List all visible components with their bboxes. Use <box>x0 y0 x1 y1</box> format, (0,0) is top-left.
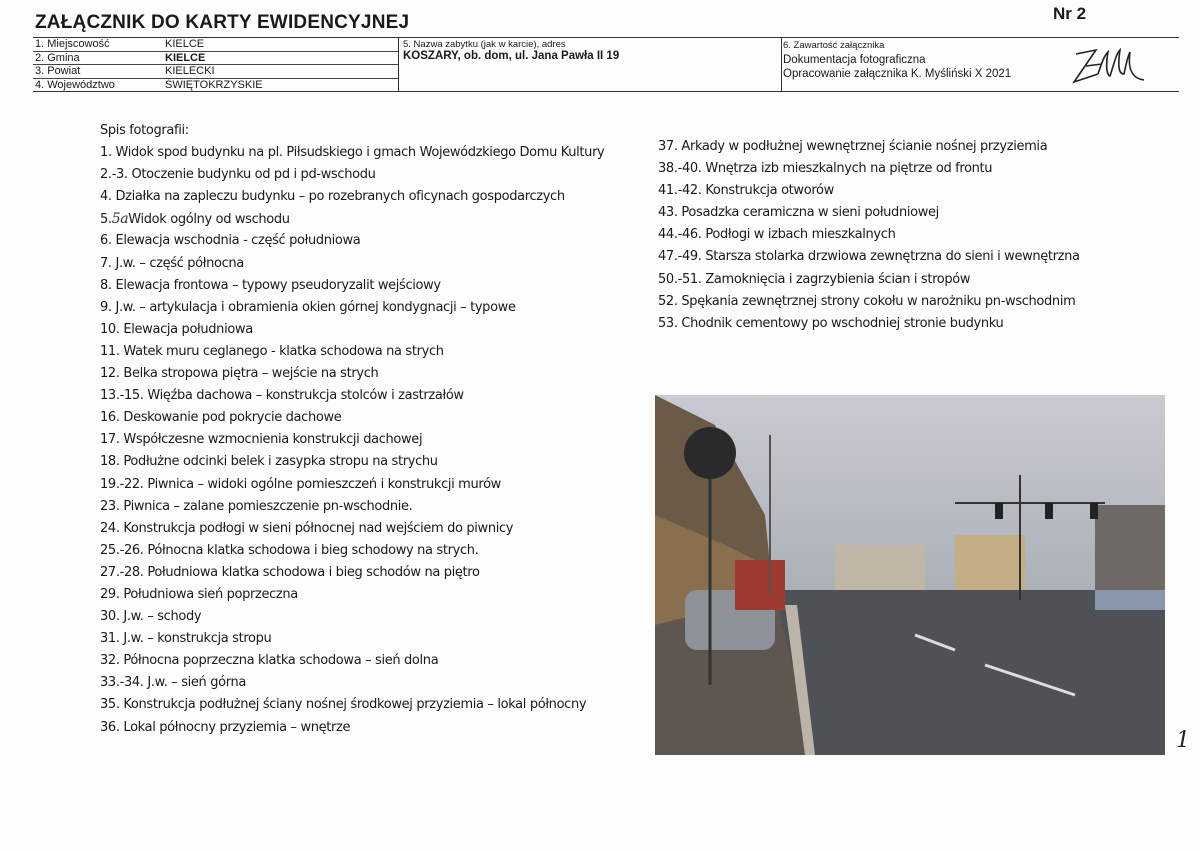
list-item: 7. J.w. – część północna <box>100 255 244 271</box>
monument-label: 5. Nazwa zabytku (jak w karcie), adres <box>403 39 566 50</box>
header-table <box>33 37 1179 92</box>
contents-line: Opracowanie załącznika K. Myśliński X 2021 <box>783 68 1012 80</box>
street-scene-image <box>655 395 1165 755</box>
list-item: 53. Chodnik cementowy po wschodniej stronie budynku <box>658 315 1004 331</box>
contents-label: 6. Zawartość załącznika <box>783 40 885 51</box>
location-label: 1. Miejscowość <box>35 38 110 50</box>
list-item: 18. Podłużne odcinki belek i zasypka stropu na strychu <box>100 454 438 470</box>
handwritten-annotation: 5a <box>111 211 129 228</box>
item-text: Widok ogólny od wschodu <box>128 212 290 228</box>
document-title: ZAŁĄCZNIK DO KARTY EWIDENCYJNEJ <box>35 12 410 33</box>
list-item: 2.-3. Otoczenie budynku od pd i pd-wschodu <box>100 167 376 183</box>
list-item: 32. Północna poprzeczna klatka schodowa – sień dolna <box>100 653 439 669</box>
list-item: 19.-22. Piwnica – widoki ogólne pomieszczeń i konstrukcji murów <box>100 476 501 492</box>
list-item: 13.-15. Więźba dachowa – konstrukcja stolców i zastrzałów <box>100 388 464 404</box>
list-item: 36. Lokal północny przyziemia – wnętrze <box>100 719 351 735</box>
list-item: 16. Deskowanie pod pokrycie dachowe <box>100 410 342 426</box>
list-item: 12. Belka stropowa piętra – wejście na strych <box>100 366 379 382</box>
signature <box>1068 44 1148 89</box>
list-item: 8. Elewacja frontowa – typowy pseudoryzalit wejściowy <box>100 277 441 293</box>
list-item: 9. J.w. – artykulacja i obramienia okien górnej kondygnacji – typowe <box>100 299 516 315</box>
list-item: 11. Watek muru ceglanego - klatka schodowa na strych <box>100 343 444 359</box>
list-item: 38.-40. Wnętrza izb mieszkalnych na piętrze od frontu <box>658 161 993 177</box>
list-item: 30. J.w. – schody <box>100 609 202 625</box>
location-label: 4. Województwo <box>35 78 115 91</box>
location-value: KIELCE <box>165 51 206 64</box>
contents-line: Dokumentacja fotograficzna <box>783 54 926 66</box>
photo-list-right <box>658 136 1080 335</box>
list-item: 1. Widok spod budynku na pl. Piłsudskiego i gmach Wojewódzkiego Domu Kultury <box>100 145 605 161</box>
list-item: 24. Konstrukcja podłogi w sieni północnej nad wejściem do piwnicy <box>100 520 514 536</box>
list-item: 35. Konstrukcja podłużnej ściany nośnej środkowej przyziemia – lokal północny <box>100 697 587 713</box>
list-item: 33.-34. J.w. – sień górna <box>100 675 247 691</box>
street-photo <box>655 395 1165 755</box>
location-row <box>33 65 398 79</box>
list-item: 25.-26. Północna klatka schodowa i bieg schodowy na strych. <box>100 542 479 558</box>
list-item: 43. Posadzka ceramiczna w sieni południowej <box>658 205 939 221</box>
list-item: 41.-42. Konstrukcja otworów <box>658 183 834 199</box>
list-item: 37. Arkady w podłużnej wewnętrznej ścianie nośnej przyziemia <box>658 139 1048 154</box>
location-table <box>33 38 399 91</box>
location-value: KIELCE <box>165 38 205 50</box>
list-item: 17. Współczesne wzmocnienia konstrukcji dachowej <box>100 432 423 448</box>
monument-value: KOSZARY, ob. dom, ul. Jana Pawła II 19 <box>403 50 620 62</box>
list-item: 52. Spękania zewnętrznej strony cokołu w narożniku pn-wschodnim <box>658 293 1076 309</box>
list-item: 29. Południowa sień poprzeczna <box>100 586 298 602</box>
location-value: KIELECKI <box>165 65 215 77</box>
item-prefix: 5. <box>100 212 112 228</box>
list-item: 50.-51. Zamoknięcia i zagrzybienia ścian i stropów <box>658 271 971 287</box>
handwritten-photo-number: 1 <box>1176 728 1190 753</box>
list-item: 31. J.w. – konstrukcja stropu <box>100 631 272 647</box>
list-item: 4. Działka na zapleczu budynku – po rozebranych oficynach gospodarczych <box>100 189 565 205</box>
location-row <box>33 79 398 92</box>
location-label: 3. Powiat <box>35 65 81 77</box>
location-label: 2. Gmina <box>35 51 80 64</box>
photo-list-left <box>100 120 604 739</box>
location-value: ŚWIĘTOKRZYSKIE <box>165 78 263 91</box>
list-item: 6. Elewacja wschodnia - część południowa <box>100 233 361 249</box>
list-item: 10. Elewacja południowa <box>100 321 253 337</box>
list-item: 47.-49. Starsza stolarka drzwiowa zewnętrzna do sieni i wewnętrzna <box>658 249 1080 265</box>
location-row <box>33 52 398 66</box>
attachment-number: Nr 2 <box>1053 4 1087 23</box>
list-item: 23. Piwnica – zalane pomieszczenie pn-wschodnie. <box>100 498 413 514</box>
list-item: 44.-46. Podłogi w izbach mieszkalnych <box>658 227 896 243</box>
list-item <box>100 208 604 230</box>
list-item: 27.-28. Południowa klatka schodowa i bieg schodów na piętro <box>100 564 480 580</box>
list-heading: Spis fotografii: <box>100 123 189 138</box>
monument-cell <box>399 38 782 91</box>
location-row <box>33 38 398 52</box>
